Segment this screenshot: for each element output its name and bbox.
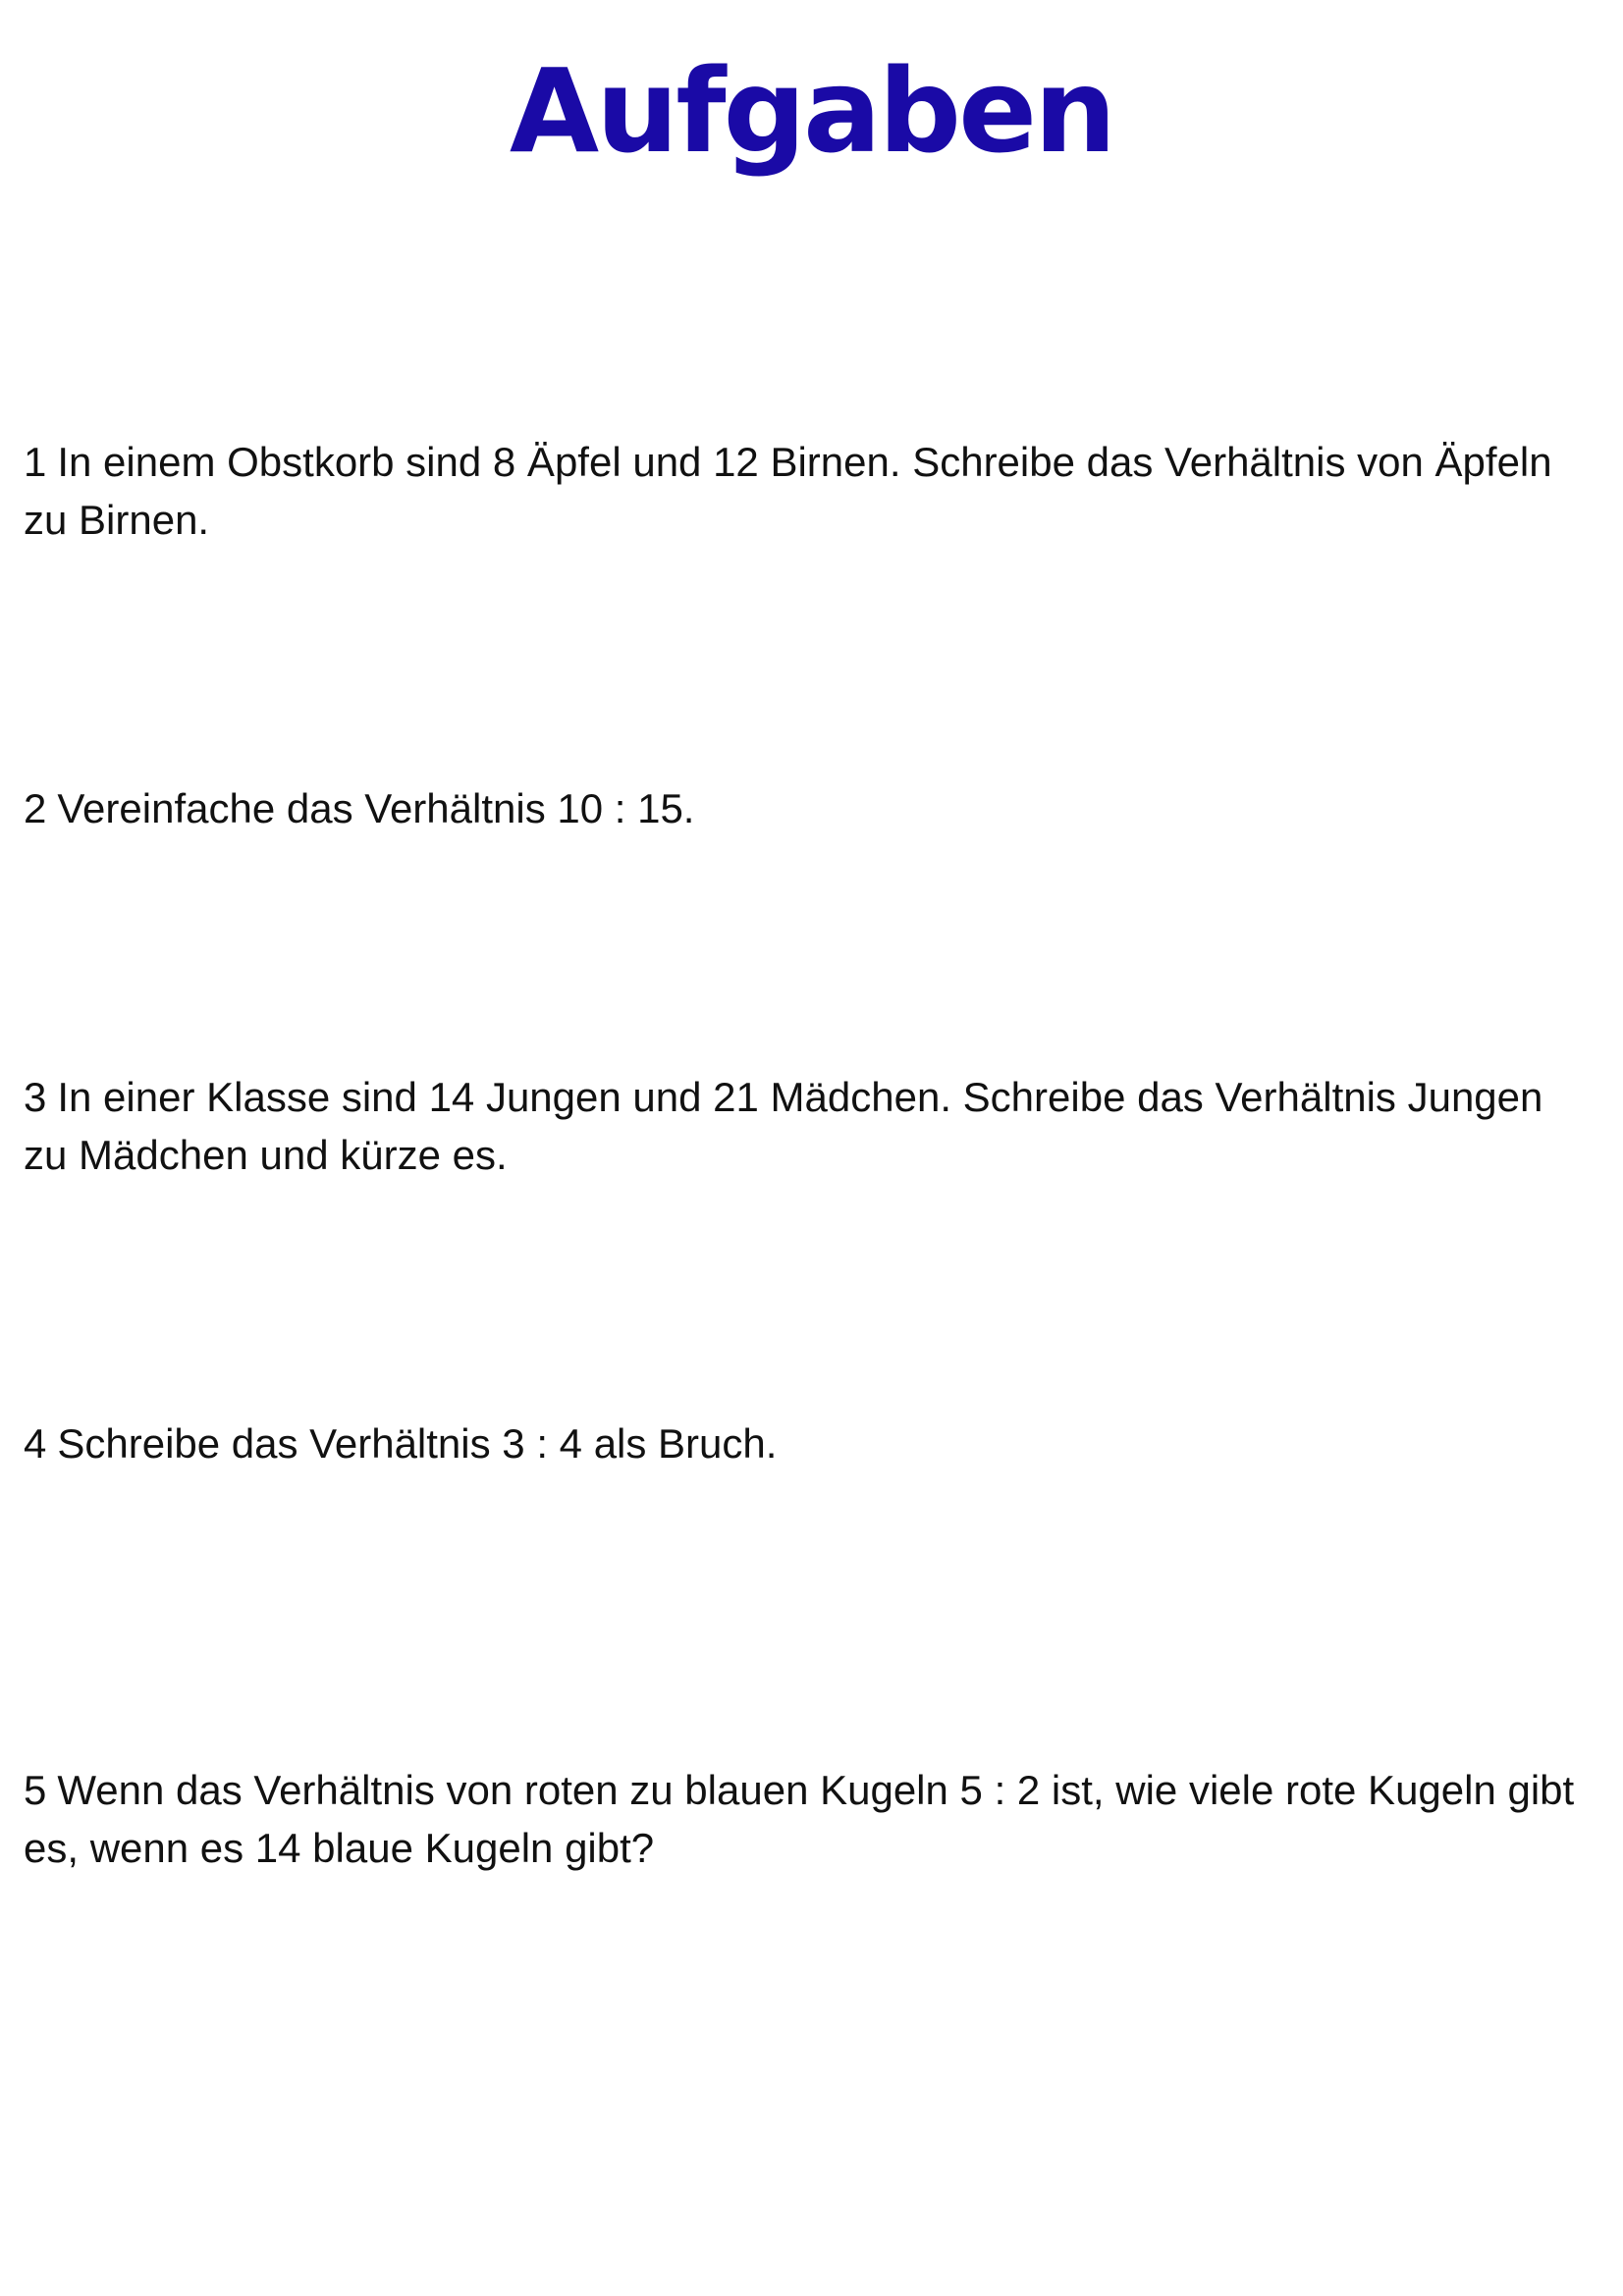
task-item: [24, 1415, 1575, 1472]
task-number: 4: [24, 1420, 47, 1467]
task-text: In einem Obstkorb sind 8 Äpfel und 12 Birnen. Schreibe das Verhältnis von Äpfeln zu Birnen.: [24, 439, 1552, 543]
task-text: In einer Klasse sind 14 Jungen und 21 Mädchen. Schreibe das Verhältnis Jungen zu Mädchen und kürze es.: [24, 1074, 1543, 1178]
task-number: 3: [24, 1074, 47, 1120]
task-number: 1: [24, 439, 47, 485]
task-item: [24, 433, 1575, 549]
page-title: Aufgaben: [509, 43, 1114, 179]
task-text: Wenn das Verhältnis von roten zu blauen Kugeln 5 : 2 ist, wie viele rote Kugeln gibt es, wenn es 14 blaue Kugeln gibt?: [24, 1767, 1575, 1871]
task-item: [24, 1761, 1575, 1877]
task-item: [24, 779, 1575, 837]
task-number: 5: [24, 1767, 47, 1813]
task-item: [24, 1068, 1575, 1184]
task-text: Schreibe das Verhältnis 3 : 4 als Bruch.: [57, 1420, 778, 1467]
task-number: 2: [24, 785, 47, 831]
task-text: Vereinfache das Verhältnis 10 : 15.: [57, 785, 695, 831]
